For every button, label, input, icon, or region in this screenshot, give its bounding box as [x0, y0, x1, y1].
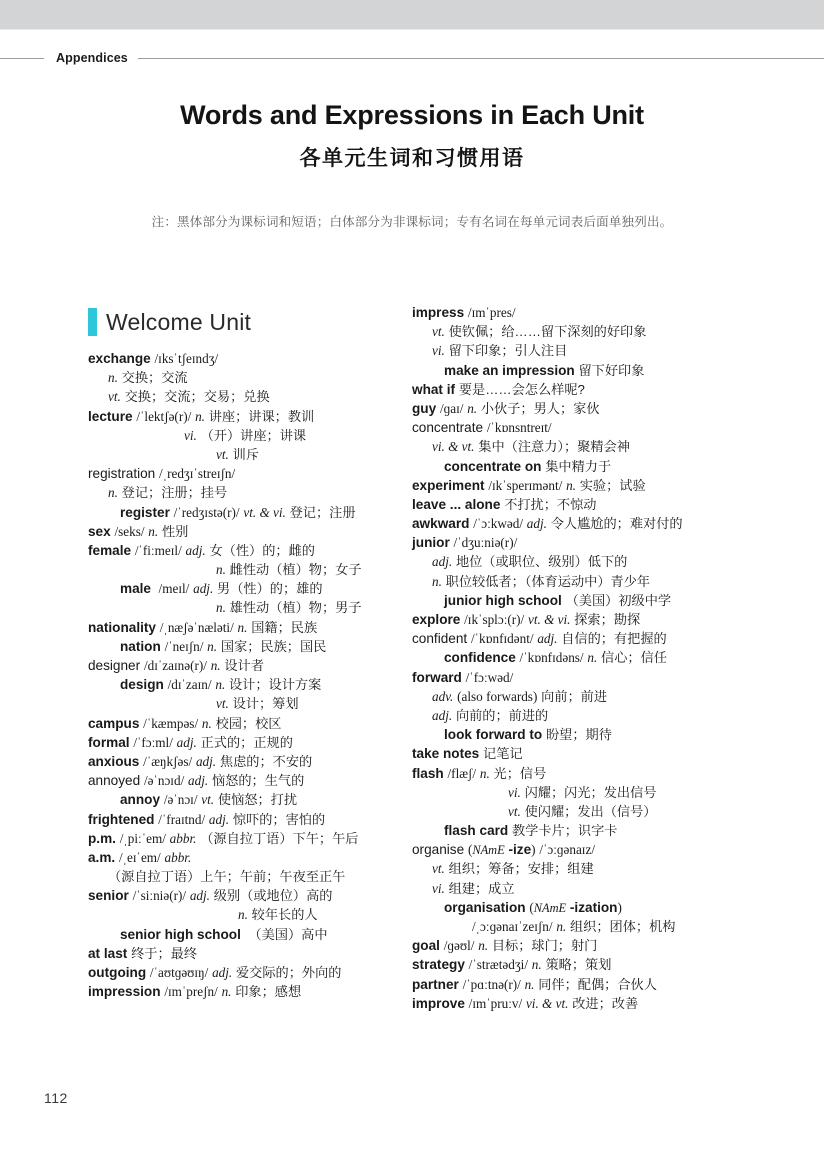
entry-headword-line: impression /ɪmˈpreʃn/ n. 印象；感想: [88, 984, 302, 1000]
entry-sense-line: design /dɪˈzaɪn/ n. 设计；设计方案: [120, 677, 322, 693]
entry-sense-line: senior high school （美国）高中: [120, 926, 328, 942]
entry-headword-line: partner /ˈpɑːtnə(r)/ n. 同伴；配偶；合伙人: [412, 976, 657, 992]
entry-headword-line: flash /flæʃ/ n. 光；信号: [412, 765, 547, 781]
entry-headword-line: frightened /ˈfraɪtnd/ adj. 惊吓的；害怕的: [88, 811, 326, 827]
entry-headword-line: female /ˈfiːmeɪl/ adj. 女（性）的；雌的: [88, 542, 315, 558]
entry-headword-line: p.m. /ˌpiːˈem/ abbr. （源自拉丁语）下午；午后: [88, 830, 359, 846]
dictionary-entry: [88, 352, 408, 404]
entry-headword-line: improve /ɪmˈpruːv/ vi. & vt. 改进；改善: [412, 995, 639, 1011]
entry-headword-line: anxious /ˈæŋkʃəs/ adj. 焦虑的；不安的: [88, 753, 313, 769]
entry-headword-line: goal /ɡəʊl/ n. 目标；球门；射门: [412, 938, 598, 954]
dictionary-entry: [412, 402, 732, 416]
entry-sense-line: n. 雄性动（植）物；男子: [216, 600, 362, 616]
dictionary-entry: [412, 939, 732, 953]
entry-headword-line: concentrate /ˈkɒnsntreɪt/: [412, 420, 552, 436]
dictionary-entry: [88, 659, 408, 711]
top-gray-band: [0, 0, 824, 30]
entry-sense-line: adj. 向前的；前进的: [432, 707, 549, 723]
word-list-column-right: [412, 306, 732, 1016]
running-head-rule-right: [138, 58, 824, 59]
entry-headword-line: take notes 记笔记: [412, 746, 523, 762]
entry-sense-line: register /ˈredʒɪstə(r)/ vt. & vi. 登记；注册: [120, 504, 356, 520]
entry-sense-line: make an impression 留下好印象: [444, 362, 645, 378]
entry-headword-line: impress /ɪmˈpres/: [412, 305, 516, 320]
dictionary-entry: [88, 851, 408, 884]
entry-sense-line: nation /ˈneɪʃn/ n. 国家；民族；国民: [120, 638, 327, 654]
entry-sense-line: （源自拉丁语）上午；午前；午夜至正午: [108, 869, 346, 885]
entry-headword-line: outgoing /ˈaʊtɡəʊɪŋ/ adj. 爱交际的；外向的: [88, 965, 342, 980]
entry-sense-line: junior high school （美国）初级中学: [444, 592, 672, 608]
entry-headword-line: experiment /ɪkˈsperɪmənt/ n. 实验；试验: [412, 477, 646, 493]
entry-headword-line: awkward /ˈɔːkwəd/ adj. 令人尴尬的；难对付的: [412, 516, 683, 532]
running-head: [0, 46, 824, 70]
dictionary-entry: [88, 621, 408, 654]
page-note: 注：黑体部分为课标词和短语；白体部分为非课标词；专有名词在每单元词表后面单独列出。: [151, 215, 673, 229]
dictionary-entry: [412, 671, 732, 742]
dictionary-entry: [88, 832, 408, 846]
dictionary-entry: [88, 544, 408, 615]
entry-headword-line: formal /ˈfɔːml/ adj. 正式的；正规的: [88, 734, 293, 750]
dictionary-entry: [412, 978, 732, 992]
dictionary-entry: [88, 774, 408, 807]
entry-headword-line: nationality /ˌnæʃəˈnæləti/ n. 国籍；民族: [88, 619, 318, 635]
dictionary-entry: [88, 755, 408, 769]
entry-sense-line: vt. 组织；筹备；安排；组建: [432, 861, 594, 877]
dictionary-entry: [412, 421, 732, 473]
dictionary-entry: [88, 966, 408, 980]
unit-accent-bar-icon: [88, 308, 97, 336]
dictionary-entry: [412, 498, 732, 512]
entry-sense-line: vt. 交换；交流；交易；兑换: [108, 389, 270, 405]
entry-sense-line: vt. 设计；筹划: [216, 696, 299, 712]
entry-sense-line: concentrate on 集中精力于: [444, 458, 612, 474]
entry-headword-line: junior /ˈdʒuːniə(r)/: [412, 535, 518, 551]
dictionary-entry: [412, 997, 732, 1011]
page-title-english: Words and Expressions in Each Unit: [180, 100, 644, 130]
dictionary-entry: [88, 525, 408, 539]
entry-headword-line: exchange /ɪksˈtʃeɪndʒ/: [88, 351, 219, 366]
entry-headword-line: at last 终于；最终: [88, 945, 198, 961]
page-number: 112: [44, 1090, 68, 1106]
entry-sense-line: male /meɪl/ adj. 男（性）的；雄的: [120, 581, 323, 597]
page-title-chinese: 各单元生词和习惯用语: [299, 147, 525, 170]
entry-sense-line: adv. (also forwards) 向前；前进: [432, 688, 608, 704]
running-head-rule-left: [0, 58, 44, 59]
entry-sense-line: look forward to 盼望；期待: [444, 727, 612, 743]
entry-sense-line: vt. 训斥: [216, 446, 259, 462]
entry-sense-line: /ˌɔːɡənaɪˈzeɪʃn/ n. 组织；团体；机构: [472, 919, 676, 934]
entry-sense-line: n. 较年长的人: [238, 907, 318, 923]
dictionary-entry: [412, 306, 732, 377]
dictionary-entry: [88, 467, 408, 519]
entry-headword-line: registration /ˌredʒɪˈstreɪʃn/: [88, 466, 236, 482]
entry-headword-line: a.m. /ˌeɪˈem/ abbr.: [88, 849, 192, 865]
entry-headword-line: campus /ˈkæmpəs/ n. 校园；校区: [88, 715, 282, 731]
entry-sense-line: organisation (NAmE -ization): [444, 899, 622, 915]
unit-title: Welcome Unit: [106, 308, 252, 335]
dictionary-entry: [412, 613, 732, 627]
word-list-column-left: [88, 352, 408, 1004]
dictionary-entry: [412, 632, 732, 665]
running-head-label: Appendices: [56, 51, 128, 65]
dictionary-entry: [88, 985, 408, 999]
entry-sense-line: confidence /ˈkɒnfɪdəns/ n. 信心；信任: [444, 650, 667, 666]
entry-headword-line: guy /ɡaɪ/ n. 小伙子；男人；家伙: [412, 400, 600, 416]
entry-headword-line: senior /ˈsiːniə(r)/ adj. 级别（或地位）高的: [88, 888, 333, 904]
entry-sense-line: vi. （开）讲座；讲课: [184, 427, 307, 443]
entry-sense-line: n. 职位较低者；（体育运动中）青少年: [432, 573, 651, 589]
entry-sense-line: vi. 组建；成立: [432, 880, 515, 896]
dictionary-entry: [88, 410, 408, 462]
dictionary-entry: [412, 479, 732, 493]
entry-sense-line: vt. 使闪耀；发出（信号）: [508, 803, 657, 819]
entry-sense-line: annoy /əˈnɔɪ/ vt. 使恼怒；打扰: [120, 792, 298, 808]
entry-sense-line: n. 登记；注册；挂号: [108, 485, 228, 501]
entry-sense-line: adj. 地位（或职位、级别）低下的: [432, 554, 628, 570]
unit-heading: [88, 308, 251, 336]
entry-headword-line: strategy /ˈstrætədʒi/ n. 策略；策划: [412, 957, 612, 973]
entry-headword-line: explore /ɪkˈsplɔː(r)/ vt. & vi. 探索；勘探: [412, 612, 641, 627]
dictionary-entry: [412, 536, 732, 607]
dictionary-entry: [88, 947, 408, 961]
entry-headword-line: forward /ˈfɔːwəd/: [412, 669, 514, 685]
dictionary-entry: [412, 747, 732, 761]
dictionary-entry: [412, 958, 732, 972]
dictionary-entry: [412, 767, 732, 838]
entry-sense-line: n. 雌性动（植）物；女子: [216, 562, 362, 578]
dictionary-entry: [412, 383, 732, 397]
entry-headword-line: designer /dɪˈzaɪnə(r)/ n. 设计者: [88, 658, 264, 673]
entry-headword-line: organise (NAmE -ize) /ˈɔːɡənaɪz/: [412, 842, 595, 858]
entry-sense-line: vi. 留下印象；引人注目: [432, 343, 568, 359]
entry-sense-line: vi. 闪耀；闪光；发出信号: [508, 784, 657, 800]
entry-headword-line: lecture /ˈlektʃə(r)/ n. 讲座；讲课；教训: [88, 408, 315, 424]
dictionary-entry: [412, 843, 732, 933]
entry-headword-line: leave ... alone 不打扰；不惊动: [412, 496, 597, 512]
dictionary-entry: [88, 717, 408, 731]
entry-headword-line: what if 要是……会怎么样呢?: [412, 381, 585, 397]
entry-headword-line: annoyed /əˈnɔɪd/ adj. 恼怒的；生气的: [88, 773, 305, 789]
entry-sense-line: vi. & vt. 集中（注意力）；聚精会神: [432, 439, 630, 455]
dictionary-entry: [88, 736, 408, 750]
entry-headword-line: confident /ˈkɒnfɪdənt/ adj. 自信的；有把握的: [412, 631, 667, 647]
dictionary-entry: [412, 517, 732, 531]
entry-sense-line: n. 交换；交流: [108, 370, 188, 386]
entry-headword-line: sex /seks/ n. 性别: [88, 523, 189, 539]
entry-sense-line: flash card 教学卡片；识字卡: [444, 823, 618, 839]
entry-sense-line: vt. 使钦佩；给……留下深刻的好印象: [432, 324, 647, 340]
dictionary-entry: [88, 889, 408, 941]
dictionary-entry: [88, 813, 408, 827]
